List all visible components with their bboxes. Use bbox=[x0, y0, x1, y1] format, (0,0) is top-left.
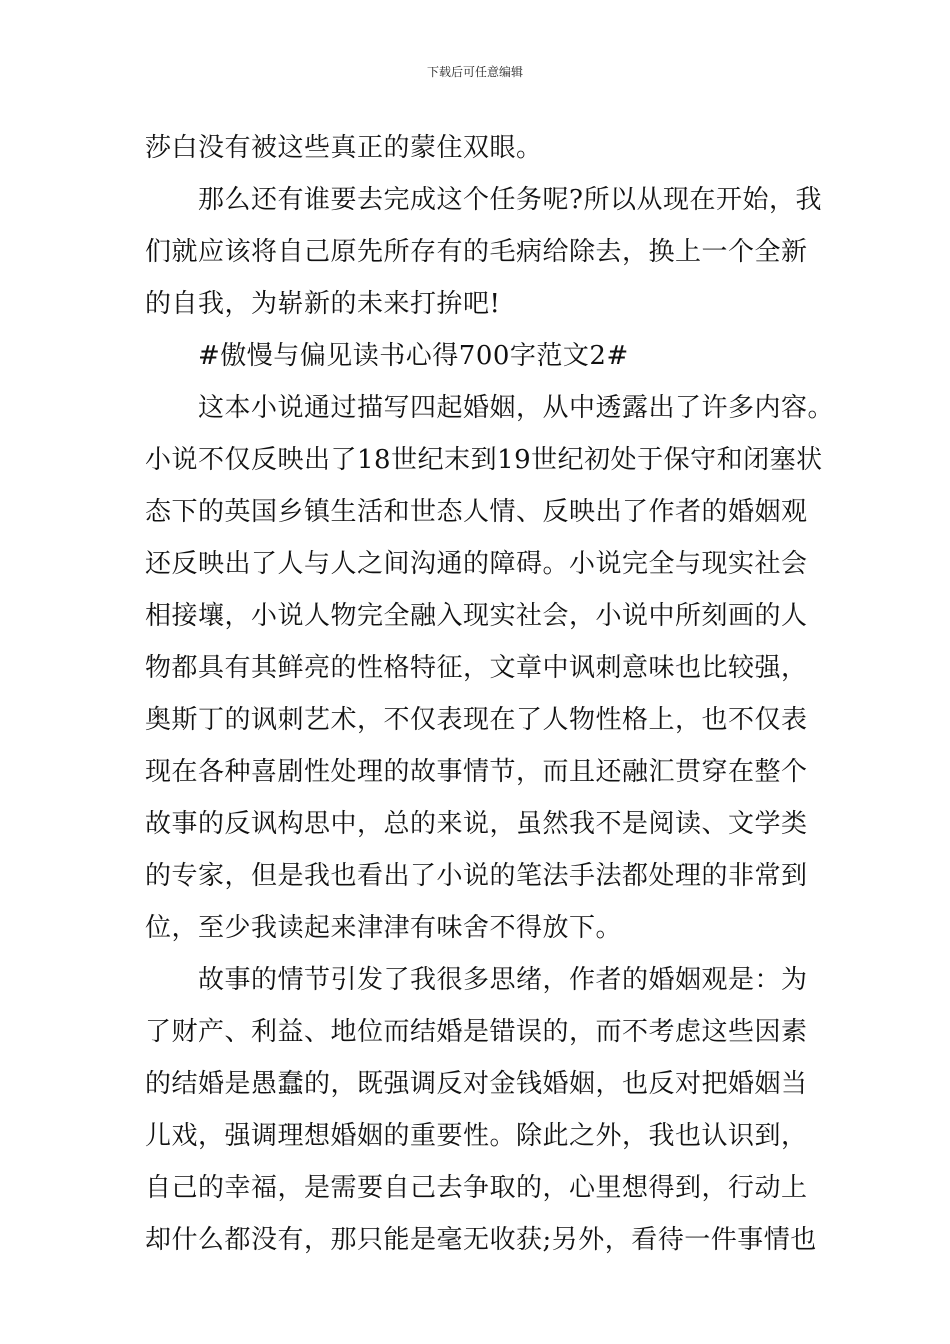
section-heading: #傲慢与偏见读书心得700字范文2# bbox=[145, 341, 629, 371]
text-line: 物都具有其鲜亮的性格特征，文章中讽刺意味也比较强， bbox=[145, 653, 808, 683]
text-line: 这本小说通过描写四起婚姻，从中透露出了许多内容。 bbox=[145, 393, 835, 423]
text-line: 态下的英国乡镇生活和世态人情、反映出了作者的婚姻观 bbox=[145, 497, 808, 527]
text-line: 却什么都没有，那只能是毫无收获;另外，看待一件事情也 bbox=[145, 1225, 817, 1255]
text-line: 还反映出了人与人之间沟通的障碍。小说完全与现实社会 bbox=[145, 549, 808, 579]
text-line: 故事的反讽构思中，总的来说，虽然我不是阅读、文学类 bbox=[145, 809, 808, 839]
text-line: 儿戏，强调理想婚姻的重要性。除此之外，我也认识到， bbox=[145, 1121, 808, 1151]
text-line: 的自我，为崭新的未来打拚吧! bbox=[145, 289, 501, 319]
text-line: 小说不仅反映出了18世纪末到19世纪初处于保守和闭塞状 bbox=[145, 445, 823, 475]
text-line: 自己的幸福，是需要自己去争取的，心里想得到，行动上 bbox=[145, 1173, 808, 1203]
text-line: 故事的情节引发了我很多思绪，作者的婚姻观是：为 bbox=[145, 965, 808, 995]
text-line: 莎白没有被这些真正的蒙住双眼。 bbox=[145, 133, 543, 163]
text-line: 们就应该将自己原先所存有的毛病给除去，换上一个全新 bbox=[145, 237, 808, 267]
text-line: 的专家，但是我也看出了小说的笔法手法都处理的非常到 bbox=[145, 861, 808, 891]
text-line: 了财产、利益、地位而结婚是错误的，而不考虑这些因素 bbox=[145, 1017, 808, 1047]
text-line: 相接壤，小说人物完全融入现实社会，小说中所刻画的人 bbox=[145, 601, 808, 631]
text-line: 位，至少我读起来津津有味舍不得放下。 bbox=[145, 913, 623, 943]
text-line: 的结婚是愚蠢的，既强调反对金钱婚姻，也反对把婚姻当 bbox=[145, 1069, 808, 1099]
page-header: 下载后可任意编辑 bbox=[426, 65, 523, 79]
text-line: 现在各种喜剧性处理的故事情节，而且还融汇贯穿在整个 bbox=[145, 757, 808, 787]
text-line: 那么还有谁要去完成这个任务呢?所以从现在开始，我 bbox=[145, 185, 822, 215]
text-line: 奥斯丁的讽刺艺术，不仅表现在了人物性格上，也不仅表 bbox=[145, 705, 808, 735]
